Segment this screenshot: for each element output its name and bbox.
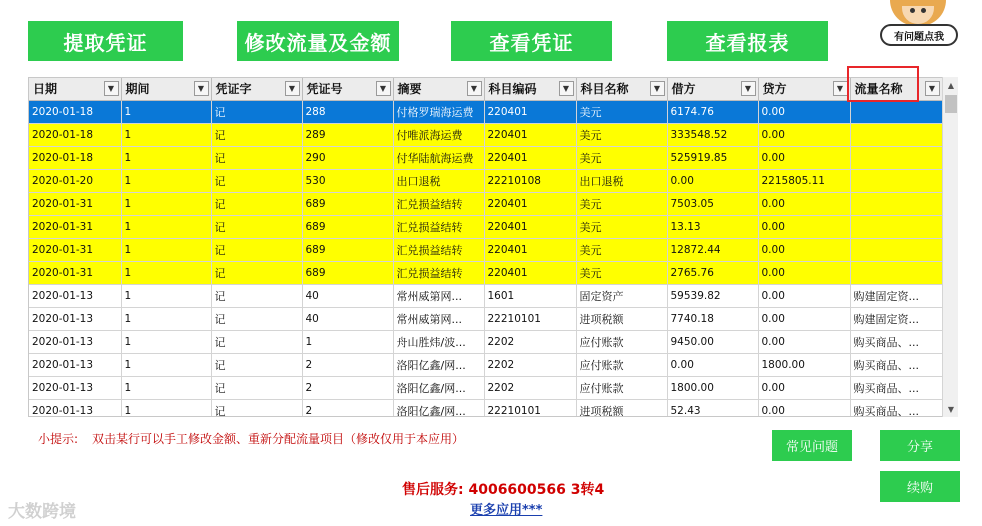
cell-period[interactable]: 1 bbox=[121, 146, 211, 169]
cell-voucher-word[interactable]: 记 bbox=[211, 146, 302, 169]
view-report-button[interactable]: 查看报表 bbox=[667, 21, 828, 61]
cell-credit[interactable]: 0.00 bbox=[758, 376, 850, 399]
chevron-down-icon[interactable]: ▼ bbox=[650, 81, 665, 96]
cell-voucher-no[interactable]: 2 bbox=[302, 399, 393, 417]
cell-account-code[interactable]: 220401 bbox=[484, 192, 576, 215]
cell-voucher-no[interactable]: 1 bbox=[302, 330, 393, 353]
cell-voucher-word[interactable]: 记 bbox=[211, 353, 302, 376]
table-row[interactable] bbox=[29, 376, 942, 399]
cell-account-code[interactable]: 220401 bbox=[484, 261, 576, 284]
cell-summary[interactable]: 付华陆航海运费 bbox=[393, 146, 484, 169]
cell-period[interactable]: 1 bbox=[121, 284, 211, 307]
cell-summary[interactable]: 汇兑损益结转 bbox=[393, 261, 484, 284]
cell-debit[interactable]: 13.13 bbox=[667, 215, 758, 238]
chevron-down-icon[interactable]: ▼ bbox=[285, 81, 300, 96]
cell-credit[interactable]: 0.00 bbox=[758, 307, 850, 330]
cell-credit[interactable]: 0.00 bbox=[758, 330, 850, 353]
cell-date[interactable]: 2020-01-13 bbox=[29, 284, 121, 307]
cell-voucher-word[interactable]: 记 bbox=[211, 169, 302, 192]
cell-voucher-no[interactable]: 689 bbox=[302, 238, 393, 261]
cell-voucher-no[interactable]: 2 bbox=[302, 376, 393, 399]
cell-debit[interactable]: 9450.00 bbox=[667, 330, 758, 353]
col-header-credit[interactable]: 贷方 ▼ bbox=[758, 78, 850, 100]
cell-voucher-word[interactable]: 记 bbox=[211, 238, 302, 261]
cell-credit[interactable]: 2215805.11 bbox=[758, 169, 850, 192]
cell-account-code[interactable]: 22210101 bbox=[484, 399, 576, 417]
help-mascot[interactable] bbox=[876, 0, 960, 48]
chevron-down-icon[interactable]: ▼ bbox=[376, 81, 391, 96]
cell-voucher-word[interactable]: 记 bbox=[211, 100, 302, 123]
cell-voucher-word[interactable]: 记 bbox=[211, 376, 302, 399]
cell-flow-name[interactable]: 购买商品、... bbox=[850, 399, 942, 417]
cell-flow-name[interactable] bbox=[850, 146, 942, 169]
cell-debit[interactable]: 7503.05 bbox=[667, 192, 758, 215]
cell-account-code[interactable]: 220401 bbox=[484, 146, 576, 169]
table-row[interactable] bbox=[29, 100, 942, 123]
cell-voucher-word[interactable]: 记 bbox=[211, 215, 302, 238]
cell-summary[interactable]: 常州威第网... bbox=[393, 284, 484, 307]
cell-voucher-word[interactable]: 记 bbox=[211, 330, 302, 353]
cell-summary[interactable]: 汇兑损益结转 bbox=[393, 192, 484, 215]
cell-credit[interactable]: 0.00 bbox=[758, 192, 850, 215]
cell-period[interactable]: 1 bbox=[121, 376, 211, 399]
cell-flow-name[interactable] bbox=[850, 169, 942, 192]
cell-voucher-no[interactable]: 689 bbox=[302, 192, 393, 215]
cell-credit[interactable]: 0.00 bbox=[758, 100, 850, 123]
cell-account-code[interactable]: 220401 bbox=[484, 238, 576, 261]
cell-summary[interactable]: 付唯派海运费 bbox=[393, 123, 484, 146]
chevron-down-icon[interactable]: ▼ bbox=[925, 81, 940, 96]
table-row[interactable] bbox=[29, 399, 942, 417]
cell-account-code[interactable]: 2202 bbox=[484, 353, 576, 376]
chevron-down-icon[interactable]: ▼ bbox=[559, 81, 574, 96]
vertical-scrollbar[interactable] bbox=[942, 77, 958, 417]
cell-voucher-no[interactable]: 288 bbox=[302, 100, 393, 123]
cell-period[interactable]: 1 bbox=[121, 238, 211, 261]
cell-voucher-no[interactable]: 689 bbox=[302, 261, 393, 284]
cell-account-name[interactable]: 进项税额 bbox=[576, 307, 667, 330]
cell-credit[interactable]: 0.00 bbox=[758, 123, 850, 146]
hint-body: 双击某行可以手工修改金额、重新分配流量项目（修改仅用于本应用） bbox=[92, 432, 465, 446]
cell-period[interactable]: 1 bbox=[121, 123, 211, 146]
cell-debit[interactable]: 59539.82 bbox=[667, 284, 758, 307]
chevron-down-icon[interactable]: ▼ bbox=[741, 81, 756, 96]
cell-account-name[interactable]: 美元 bbox=[576, 215, 667, 238]
cell-account-name[interactable]: 美元 bbox=[576, 123, 667, 146]
cell-flow-name[interactable] bbox=[850, 238, 942, 261]
cell-account-name[interactable]: 美元 bbox=[576, 100, 667, 123]
cell-date[interactable]: 2020-01-20 bbox=[29, 169, 121, 192]
extract-voucher-button[interactable]: 提取凭证 bbox=[28, 21, 183, 61]
cell-voucher-no[interactable]: 40 bbox=[302, 284, 393, 307]
cell-summary[interactable]: 汇兑损益结转 bbox=[393, 215, 484, 238]
renew-button[interactable]: 续购 bbox=[880, 471, 960, 502]
cell-summary[interactable]: 常州威第网... bbox=[393, 307, 484, 330]
cell-debit[interactable]: 52.43 bbox=[667, 399, 758, 417]
cell-voucher-no[interactable]: 530 bbox=[302, 169, 393, 192]
hint-text bbox=[38, 430, 464, 447]
cell-period[interactable]: 1 bbox=[121, 100, 211, 123]
col-header-voucher-no[interactable]: 凭证号 ▼ bbox=[302, 78, 393, 100]
cell-account-code[interactable]: 1601 bbox=[484, 284, 576, 307]
table-row[interactable] bbox=[29, 238, 942, 261]
cell-date[interactable]: 2020-01-13 bbox=[29, 353, 121, 376]
scroll-up-icon[interactable]: ▲ bbox=[947, 80, 955, 90]
cell-debit[interactable]: 0.00 bbox=[667, 353, 758, 376]
cell-account-name[interactable]: 美元 bbox=[576, 146, 667, 169]
cell-credit[interactable]: 0.00 bbox=[758, 284, 850, 307]
cell-date[interactable]: 2020-01-31 bbox=[29, 192, 121, 215]
table-row[interactable] bbox=[29, 307, 942, 330]
col-header-period[interactable]: 期间 ▼ bbox=[121, 78, 211, 100]
table-row[interactable] bbox=[29, 146, 942, 169]
cell-account-code[interactable]: 220401 bbox=[484, 123, 576, 146]
cell-account-code[interactable]: 220401 bbox=[484, 215, 576, 238]
cell-account-name[interactable]: 固定资产 bbox=[576, 284, 667, 307]
cell-date[interactable]: 2020-01-13 bbox=[29, 330, 121, 353]
cell-voucher-no[interactable]: 2 bbox=[302, 353, 393, 376]
cell-account-name[interactable]: 应付账款 bbox=[576, 353, 667, 376]
cell-period[interactable]: 1 bbox=[121, 192, 211, 215]
cell-account-name[interactable]: 进项税额 bbox=[576, 399, 667, 417]
cell-account-code[interactable]: 2202 bbox=[484, 330, 576, 353]
cell-summary[interactable]: 付格罗瑞海运费 bbox=[393, 100, 484, 123]
hint-label: 小提示: bbox=[38, 432, 79, 446]
chevron-down-icon[interactable]: ▼ bbox=[194, 81, 209, 96]
flow-name-highlight bbox=[847, 66, 919, 102]
cell-credit[interactable]: 0.00 bbox=[758, 146, 850, 169]
cell-flow-name[interactable] bbox=[850, 100, 942, 123]
modify-flow-amount-button[interactable]: 修改流量及金额 bbox=[237, 21, 399, 61]
cell-credit[interactable]: 0.00 bbox=[758, 215, 850, 238]
col-header-flow-name[interactable]: 流量名称 ▼ bbox=[850, 78, 942, 100]
cell-account-name[interactable]: 美元 bbox=[576, 238, 667, 261]
cell-account-code[interactable]: 2202 bbox=[484, 376, 576, 399]
col-header-date[interactable]: 日期 ▼ bbox=[29, 78, 121, 100]
cell-debit[interactable]: 2765.76 bbox=[667, 261, 758, 284]
cell-summary[interactable]: 汇兑损益结转 bbox=[393, 238, 484, 261]
monkey-icon bbox=[890, 0, 946, 26]
cell-period[interactable]: 1 bbox=[121, 353, 211, 376]
cell-date[interactable]: 2020-01-13 bbox=[29, 376, 121, 399]
cell-credit[interactable]: 0.00 bbox=[758, 261, 850, 284]
cell-debit[interactable]: 12872.44 bbox=[667, 238, 758, 261]
cell-credit[interactable]: 0.00 bbox=[758, 238, 850, 261]
cell-credit[interactable]: 1800.00 bbox=[758, 353, 850, 376]
cell-account-name[interactable]: 出口退税 bbox=[576, 169, 667, 192]
cell-flow-name[interactable]: 购建固定资... bbox=[850, 284, 942, 307]
cell-voucher-no[interactable]: 290 bbox=[302, 146, 393, 169]
cell-summary[interactable]: 洛阳亿鑫/网... bbox=[393, 399, 484, 417]
cell-debit[interactable]: 0.00 bbox=[667, 169, 758, 192]
watermark: 大数跨境 bbox=[8, 502, 76, 522]
cell-summary[interactable]: 舟山胜炜/波... bbox=[393, 330, 484, 353]
cell-debit[interactable]: 6174.76 bbox=[667, 100, 758, 123]
cell-date[interactable]: 2020-01-31 bbox=[29, 215, 121, 238]
cell-date[interactable]: 2020-01-13 bbox=[29, 399, 121, 417]
table-row[interactable] bbox=[29, 330, 942, 353]
cell-date[interactable]: 2020-01-18 bbox=[29, 123, 121, 146]
cell-credit[interactable]: 0.00 bbox=[758, 399, 850, 417]
cell-account-code[interactable]: 220401 bbox=[484, 100, 576, 123]
chevron-down-icon[interactable]: ▼ bbox=[467, 81, 482, 96]
cell-voucher-word[interactable]: 记 bbox=[211, 307, 302, 330]
chevron-down-icon[interactable]: ▼ bbox=[833, 81, 848, 96]
cell-date[interactable]: 2020-01-18 bbox=[29, 100, 121, 123]
cell-voucher-word[interactable]: 记 bbox=[211, 123, 302, 146]
cell-voucher-no[interactable]: 289 bbox=[302, 123, 393, 146]
cell-summary[interactable]: 洛阳亿鑫/网... bbox=[393, 376, 484, 399]
cell-voucher-no[interactable]: 40 bbox=[302, 307, 393, 330]
table-row[interactable] bbox=[29, 261, 942, 284]
cell-debit[interactable]: 525919.85 bbox=[667, 146, 758, 169]
cell-account-name[interactable]: 应付账款 bbox=[576, 376, 667, 399]
cell-voucher-word[interactable]: 记 bbox=[211, 399, 302, 417]
cell-flow-name[interactable] bbox=[850, 215, 942, 238]
table-row[interactable] bbox=[29, 353, 942, 376]
cell-voucher-no[interactable]: 689 bbox=[302, 215, 393, 238]
cell-period[interactable]: 1 bbox=[121, 215, 211, 238]
faq-button[interactable]: 常见问题 bbox=[772, 430, 852, 461]
cell-flow-name[interactable]: 购买商品、... bbox=[850, 353, 942, 376]
cell-voucher-word[interactable]: 记 bbox=[211, 261, 302, 284]
cell-voucher-word[interactable]: 记 bbox=[211, 284, 302, 307]
cell-date[interactable]: 2020-01-31 bbox=[29, 261, 121, 284]
col-header-voucher-word[interactable]: 凭证字 ▼ bbox=[211, 78, 302, 100]
help-label[interactable]: 有问题点我 bbox=[880, 24, 958, 46]
cell-account-name[interactable]: 应付账款 bbox=[576, 330, 667, 353]
cell-debit[interactable]: 333548.52 bbox=[667, 123, 758, 146]
cell-account-code[interactable]: 22210108 bbox=[484, 169, 576, 192]
table-row[interactable] bbox=[29, 169, 942, 192]
cell-summary[interactable]: 洛阳亿鑫/网... bbox=[393, 353, 484, 376]
cell-voucher-word[interactable]: 记 bbox=[211, 192, 302, 215]
scroll-thumb[interactable] bbox=[945, 95, 957, 113]
cell-account-name[interactable]: 美元 bbox=[576, 192, 667, 215]
chevron-down-icon[interactable]: ▼ bbox=[104, 81, 119, 96]
cell-date[interactable]: 2020-01-31 bbox=[29, 238, 121, 261]
share-button[interactable]: 分享 bbox=[880, 430, 960, 461]
table-row[interactable] bbox=[29, 215, 942, 238]
cell-date[interactable]: 2020-01-18 bbox=[29, 146, 121, 169]
cell-period[interactable]: 1 bbox=[121, 330, 211, 353]
cell-summary[interactable]: 出口退税 bbox=[393, 169, 484, 192]
col-header-summary[interactable]: 摘要 ▼ bbox=[393, 78, 484, 100]
cell-flow-name[interactable]: 购建固定资... bbox=[850, 307, 942, 330]
cell-period[interactable]: 1 bbox=[121, 307, 211, 330]
cell-debit[interactable]: 1800.00 bbox=[667, 376, 758, 399]
cell-flow-name[interactable] bbox=[850, 261, 942, 284]
scroll-down-icon[interactable]: ▼ bbox=[947, 404, 955, 414]
col-header-debit[interactable]: 借方 ▼ bbox=[667, 78, 758, 100]
cell-flow-name[interactable]: 购买商品、... bbox=[850, 376, 942, 399]
table-row[interactable] bbox=[29, 123, 942, 146]
cell-flow-name[interactable]: 购买商品、... bbox=[850, 330, 942, 353]
grid-header-row bbox=[29, 78, 942, 100]
cell-date[interactable]: 2020-01-13 bbox=[29, 307, 121, 330]
cell-account-code[interactable]: 22210101 bbox=[484, 307, 576, 330]
col-header-account-name[interactable]: 科目名称 ▼ bbox=[576, 78, 667, 100]
view-voucher-button[interactable]: 查看凭证 bbox=[451, 21, 612, 61]
cell-account-name[interactable]: 美元 bbox=[576, 261, 667, 284]
cell-flow-name[interactable] bbox=[850, 192, 942, 215]
voucher-grid[interactable] bbox=[28, 77, 958, 417]
table-row[interactable] bbox=[29, 192, 942, 215]
cell-flow-name[interactable] bbox=[850, 123, 942, 146]
cell-period[interactable]: 1 bbox=[121, 169, 211, 192]
cell-debit[interactable]: 7740.18 bbox=[667, 307, 758, 330]
more-apps-link[interactable]: 更多应用*** bbox=[470, 503, 543, 518]
col-header-account-code[interactable]: 科目编码 ▼ bbox=[484, 78, 576, 100]
cell-period[interactable]: 1 bbox=[121, 261, 211, 284]
service-hotline: 售后服务: 4006600566 3转4 bbox=[402, 482, 605, 498]
cell-period[interactable]: 1 bbox=[121, 399, 211, 417]
table-row[interactable] bbox=[29, 284, 942, 307]
